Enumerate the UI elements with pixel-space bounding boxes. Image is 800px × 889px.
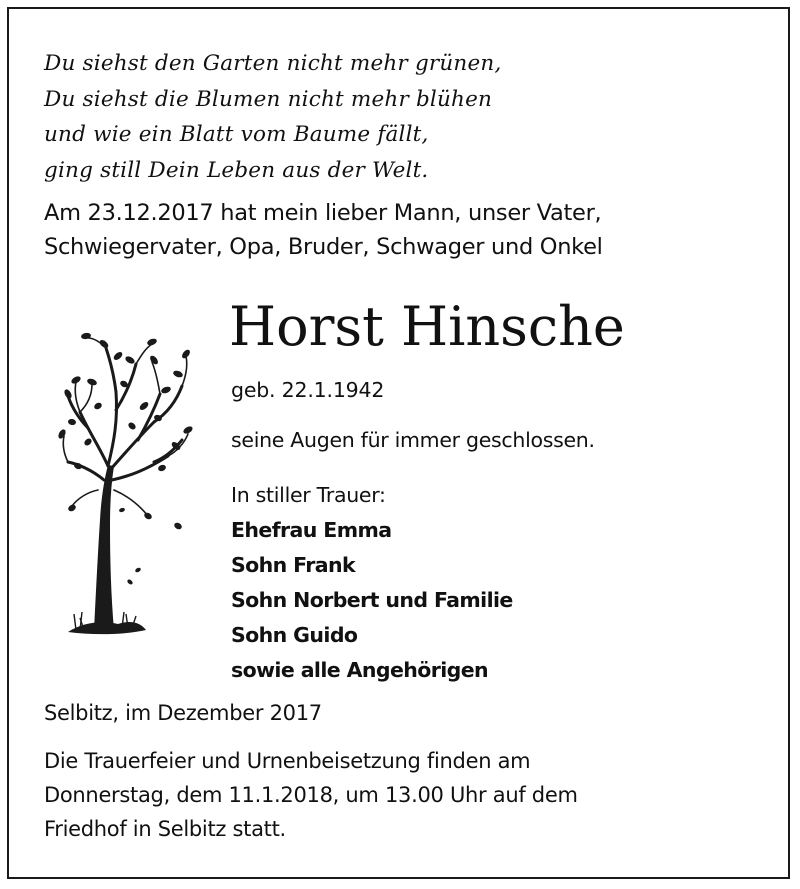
intro-line: Schwiegervater, Opa, Bruder, Schwager und Onkel — [44, 234, 603, 260]
poem — [44, 46, 744, 188]
mourner-item: Sohn Norbert und Familie — [231, 588, 513, 612]
tree-illustration-icon — [58, 330, 198, 640]
deceased-name: Horst Hinsche — [229, 295, 625, 358]
funeral-line: Die Trauerfeier und Urnenbeisetzung finden am — [44, 749, 531, 773]
mourners-lead: In stiller Trauer: — [231, 483, 386, 507]
funeral-info — [44, 744, 744, 846]
funeral-line: Donnerstag, dem 11.1.2018, um 13.00 Uhr auf dem — [44, 783, 578, 807]
mourner-item: Sohn Guido — [231, 623, 358, 647]
intro-line: Am 23.12.2017 hat mein lieber Mann, unser Vater, — [44, 200, 602, 226]
intro-text — [44, 196, 764, 264]
funeral-line: Friedhof in Selbitz statt. — [44, 817, 286, 841]
mourner-item: sowie alle Angehörigen — [231, 658, 489, 682]
poem-line: Du siehst den Garten nicht mehr grünen, — [44, 51, 502, 76]
poem-line: ging still Dein Leben aus der Welt. — [44, 157, 429, 183]
mourner-item: Sohn Frank — [231, 553, 356, 577]
poem-line: Du siehst die Blumen nicht mehr blühen — [44, 86, 493, 112]
birth-date: geb. 22.1.1942 — [231, 378, 385, 402]
closing-line: seine Augen für immer geschlossen. — [231, 428, 595, 452]
place-date: Selbitz, im Dezember 2017 — [44, 701, 322, 725]
poem-line: und wie ein Blatt vom Baume fällt, — [44, 122, 429, 147]
mourner-item: Ehefrau Emma — [231, 518, 392, 542]
mourners-block — [231, 478, 513, 688]
